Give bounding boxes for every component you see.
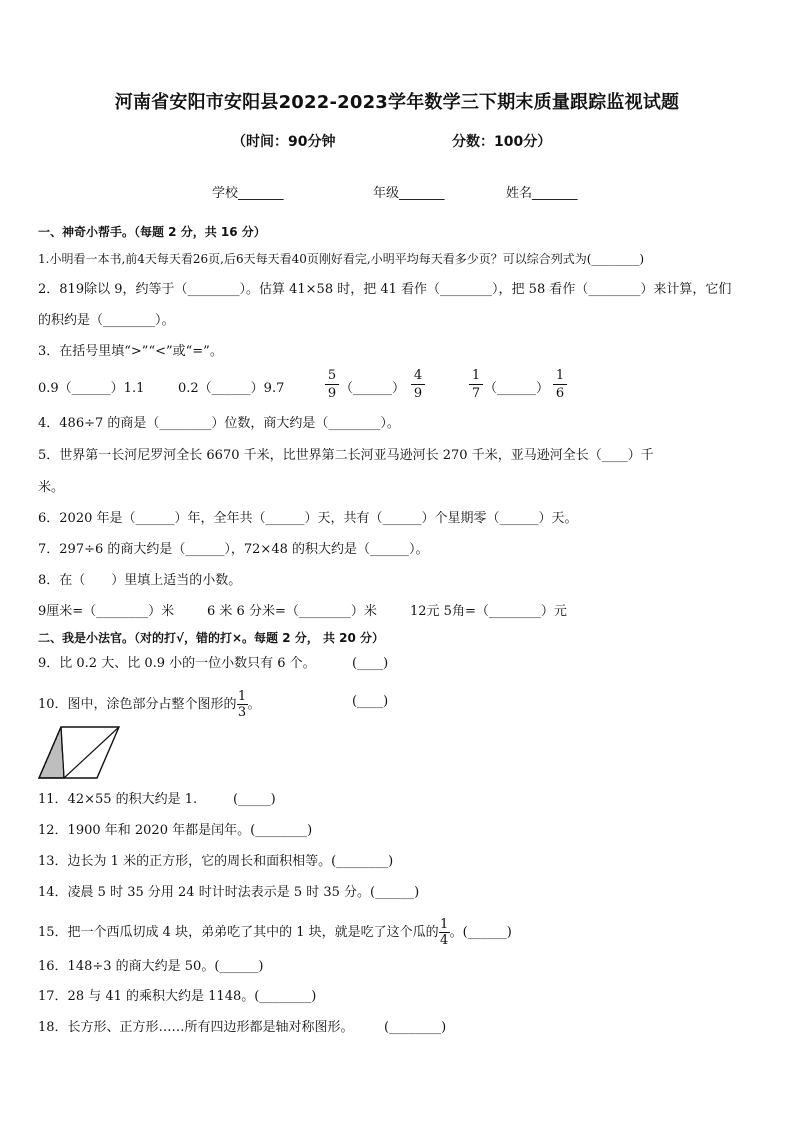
question-18: 18．长方形、正方形……所有四边形都是轴对称图形。 xyxy=(38,1020,354,1035)
question-7: 7．297÷6 的商大约是（______），72×48 的积大约是（______）。 xyxy=(38,542,429,557)
question-3-a: 0.9（______）1.1 xyxy=(38,381,145,396)
question-2-line1: 2．819除以 9，约等于（________）。估算 41×58 时，把 41 看作（________），把 58 看作（________）来计算，它们 xyxy=(38,282,732,297)
question-10: 10．图中，涂色部分占整个图形的 $\frac{1}{3}$ 。 xyxy=(38,689,261,720)
question-11: 11．42×55 的积大约是 1. xyxy=(38,792,198,807)
question-9: 9．比 0.2 大、比 0.9 小的一位小数只有 6 个。 xyxy=(38,656,316,671)
question-12: 12．1900 年和 2020 年都是闰年。(________) xyxy=(38,823,313,838)
exam-score: 分数：100分） xyxy=(452,134,552,150)
question-2-line2: 的积约是（________）。 xyxy=(38,313,175,328)
question-8-b: 6 米 6 分米=（________）米 xyxy=(207,604,377,619)
question-17: 17．28 与 41 的乘积大约是 1148。(________) xyxy=(38,989,317,1004)
question-5-line2: 米。 xyxy=(38,480,65,495)
fraction-1-3: $\frac{1}{3}$ xyxy=(237,689,247,720)
page-title: 河南省安阳市安阳县2022-2023学年数学三下期末质量跟踪监视试题 xyxy=(114,92,680,113)
question-4: 4．486÷7 的商是（________）位数，商大约是（________）。 xyxy=(38,416,400,431)
section1-heading: 一、神奇小帮手。（每题 2 分，共 16 分） xyxy=(38,225,266,239)
question-14: 14．凌晨 5 时 35 分用 24 时计时法表示是 5 时 35 分。(______) xyxy=(38,885,420,900)
question-3: 3．在括号里填“>”“<”或“=”。 xyxy=(38,344,223,359)
question-5-line1: 5．世界第一长河尼罗河全长 6670 千米，比世界第二长河亚马逊河长 270 千米，亚马逊河全长（____）千 xyxy=(38,448,654,463)
question-11-blank: (_____) xyxy=(233,792,276,807)
fraction-1-4: $\frac{1}{4}$ xyxy=(439,917,449,948)
name-field: 姓名_______ xyxy=(506,186,578,201)
fraction-1-6: 1 6 xyxy=(553,368,567,401)
grade-field: 年级_______ xyxy=(373,186,445,201)
question-9-blank: (____) xyxy=(352,656,389,671)
question-8-c: 12元 5角=（________）元 xyxy=(410,604,567,619)
parallelogram-shaded-triangle-icon xyxy=(38,726,122,780)
question-13: 13．边长为 1 米的正方形，它的周长和面积相等。(________) xyxy=(38,854,394,869)
section2-heading: 二、我是小法官。（对的打√，错的打×。每题 2 分， 共 20 分） xyxy=(38,631,384,645)
fraction-4-9: 4 9 xyxy=(411,368,425,401)
question-10-blank: (____) xyxy=(352,694,389,709)
question-18-blank: (________) xyxy=(384,1020,447,1035)
school-field: 学校_______ xyxy=(212,186,284,201)
question-1: 1.小明看一本书,前4天每天看26页,后6天每天看40页刚好看完,小明平均每天看多少页？可以综合列式为(________) xyxy=(38,252,645,266)
question-8-a: 9厘米=（________）米 xyxy=(38,604,175,619)
question-3-d-blank: （______） xyxy=(484,381,550,396)
question-6: 6．2020 年是（______）年，全年共（______）天，共有（______）个星期零（______）天。 xyxy=(38,511,578,526)
question-8: 8．在（ ）里填上适当的小数。 xyxy=(38,573,242,588)
question-3-b: 0.2（______）9.7 xyxy=(178,381,285,396)
question-16: 16．148÷3 的商大约是 50。(______) xyxy=(38,959,264,974)
fraction-5-9: 5 9 xyxy=(325,368,339,401)
question-3-c-blank: （______） xyxy=(340,381,406,396)
fraction-1-7: 1 7 xyxy=(469,368,483,401)
question-15: 15．把一个西瓜切成 4 块，弟弟吃了其中的 1 块，就是吃了这个瓜的 $\frac{1}{4}$ 。(______) xyxy=(38,917,512,948)
exam-time: （时间：90分钟 xyxy=(232,134,336,150)
